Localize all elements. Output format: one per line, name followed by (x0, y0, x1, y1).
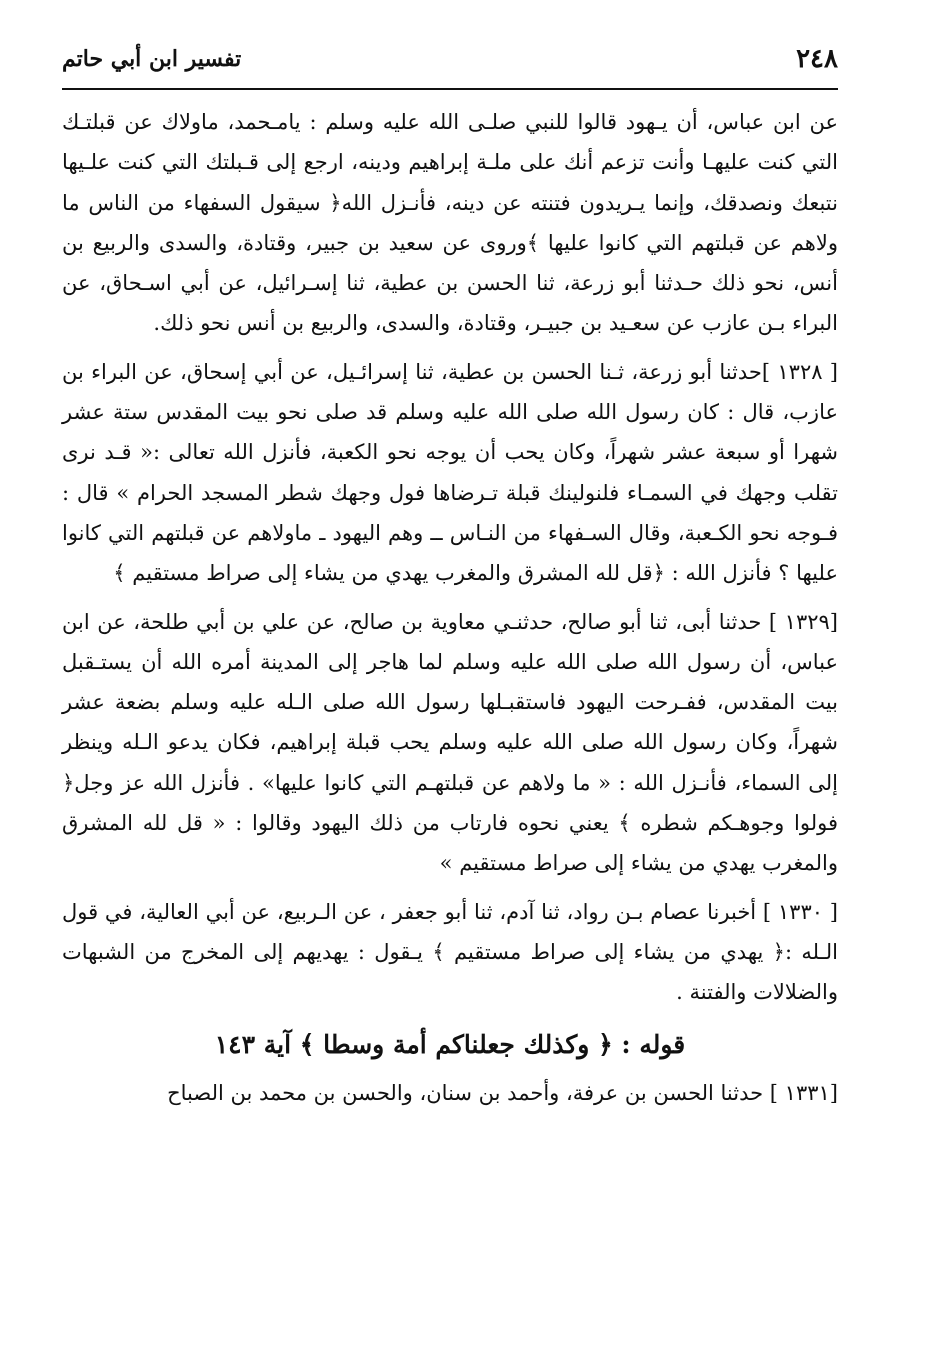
book-title: تفسير ابن أبي حاتم (62, 46, 242, 72)
page-body (62, 102, 838, 1113)
paragraph-intro: عن ابن عباس، أن يـهود قالوا للنبي صلـى الله عليه وسلم : يامـحمد، ماولاك عن قبلتـك التي كنت عليهـا وأنت تزعم أنك على ملـة إبراهيم ودينه، ارجع إلى قـبلتك التي كنت علـيها نتبعك ونصدقك، وإنما يـريدون فتنته عن دينه، فأنـزل الله﴿ سيقول السفهاء من الناس ما ولاهم عن قبلتهم التي كانوا عليها ﴾وروى عن سعيد بن جبير، وقتادة، والسدى والربيع بن أنس، نحو ذلك حـدثنا أبو زرعة، ثنا الحسن بن عطية، ثنا إسـرائيل، عن أبي اسـحاق، عن البراء بـن عازب عن سعـيد بن جبيـر، وقتادة، والسدى، والربيع بن أنس نحو ذلك. (62, 110, 838, 336)
paragraph-1331: [١٣٣١ ] حدثنا الحسن بن عرفة، وأحمد بن سنان، والحسن بن محمد بن الصباح (167, 1080, 838, 1105)
paragraph-1329: [١٣٢٩ ] حدثنا أبى، ثنا أبو صالح، حدثنـي معاوية بن صالح، عن علي بن أبي طلحة، عن ابن عباس، أن رسول الله صلى الله عليه وسلم لما هاجر إلى المدينة أمره الله أن يستـقبل بيت المقدس، ففـرحت اليهود فاستقبـلها رسول الله صلى الـله عليه وسلم بضعة عشر شهراً، وكان رسول الله صلى الله عليه وسلم يحب قبلة إبراهيم، فكان يدعو الـله وينظر إلى السماء، فأنـزل الله : « ما ولاهم عن قبلتهـم التي كانوا عليها» . فأنزل الله عز وجل﴿ فولوا وجوهـكم شطره ﴾ يعني نحوه فارتاب من ذلك اليهود وقالوا : « قل لله المشرق والمغرب يهدي من يشاء إلى صراط مستقيم » (62, 609, 838, 876)
header-divider (62, 88, 838, 90)
page-number: ٢٤٨ (796, 44, 838, 74)
page-header (62, 38, 838, 86)
paragraph-1328: [ ١٣٢٨ ]حدثنا أبو زرعة، ثـنا الحسن بن عطية، ثنا إسرائـيل، عن أبي إسحاق، عن البراء بن عازب، قال : كان رسول الله صلى الله عليه وسلم قد صلى نحو بيت المقدس ستة عشر شهرا أو سبعة عشر شهراً، وكان يحب أن يوجه نحو الكعبة، فأنزل الله تعالى :« قـد نرى تقلب وجهك في السمـاء فلنولينك قبلة تـرضاها فول وجهك شطر المسجد الحرام » قال : فـوجه نحو الكـعبة، وقال السـفهاء من النـاس ــ وهم اليهود ـ ماولاهم عن قبلتهم التي كانوا عليها ؟ فأنزل الله : ﴿قل لله المشرق والمغرب يهدي من يشاء إلى صراط مستقيم ﴾ (62, 359, 838, 586)
section-heading: قوله : ﴿ وكذلك جعلناكم أمة وسطا ﴾ آية ١٤٣ (214, 1029, 686, 1059)
paragraph-1330: [ ١٣٣٠ ] أخبرنا عصام بـن رواد، ثنا آدم، ثنا أبو جعفر ، عن الـربيع، عن أبي العالية، في قول الـله :﴿ يهدي من يشاء إلى صراط مستقيم ﴾ يـقول : يهديهم إلى المخرج من الشبهات والضلالات والفتنة . (62, 899, 839, 1005)
